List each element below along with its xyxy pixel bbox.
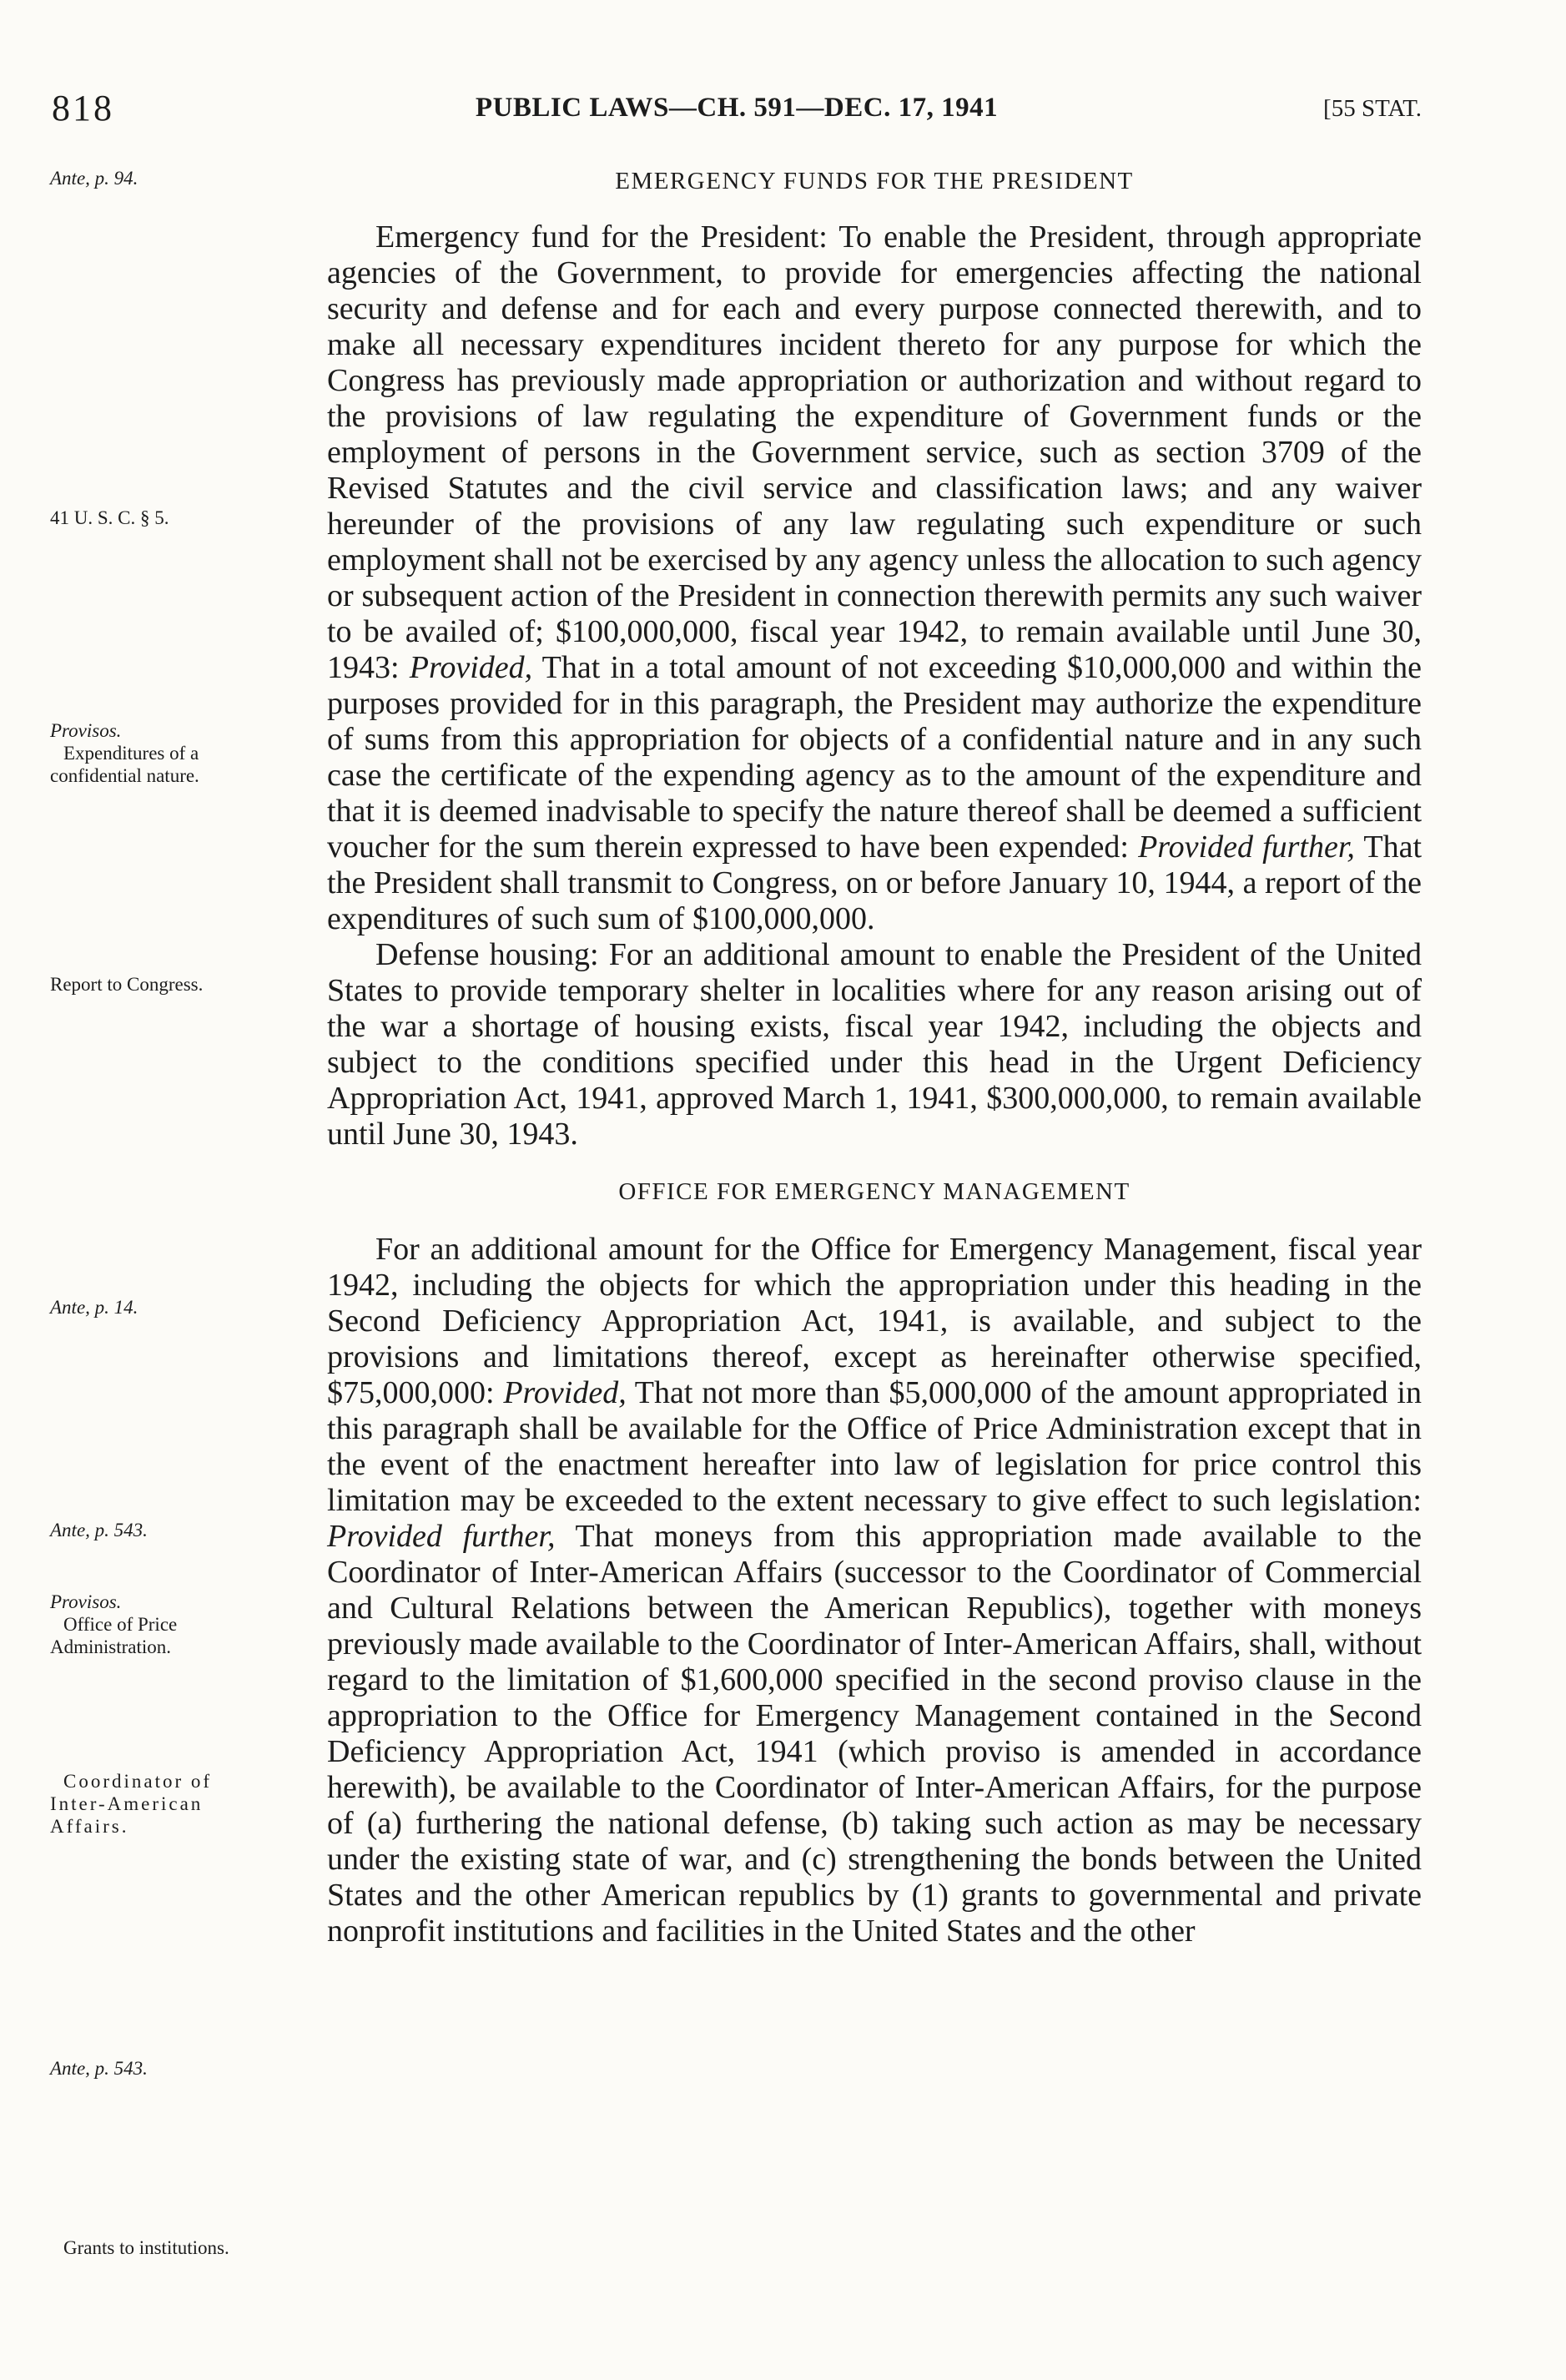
margin-note-report-to-congress: Report to Congress. xyxy=(50,974,204,995)
margin-note-provisos-opa-title: Provisos. xyxy=(50,1591,122,1612)
emergency-fund-text-3: That the President shall transmit to Congress, on or before January 10, 1944, a report of the expenditures of such sum of $100,000,000. xyxy=(327,829,1422,936)
paragraph-oem xyxy=(327,1232,1422,1949)
margin-note-ante-94: Ante, p. 94. xyxy=(50,168,138,189)
margin-note-provisos-body: Expenditures of a confidential nature. xyxy=(50,743,199,786)
emergency-fund-proviso-2: Provided further, xyxy=(1138,829,1355,865)
margin-note-ante-543-second: Ante, p. 543. xyxy=(50,2058,148,2079)
section-heading-oem: OFFICE FOR EMERGENCY MANAGEMENT xyxy=(618,1178,1130,1205)
emergency-fund-text-1: Emergency fund for the President: To enable the President, through appropriate agencies of the Government, to provide for emergencies affecting the national security and defense and for each and every purpose connected therewith, and to make all necessary expenditures incident thereto for any purpose for which the Congress has previously made appropriation or authorization and without regard to the provisions of law regulating the expenditure of Government funds or the employment of persons in the Government service, such as section 3709 of the Revised Statutes and the civil service and classification laws; and any waiver hereunder of the provisions of any law regulating such expenditure or such employment shall not be exercised by any agency unless the allocation to such agency or subsequent action of the President in connection therewith permits any such waiver to be availed of; $100,000,000, fiscal year 1942, to remain available until June 30, 1943: xyxy=(327,219,1422,685)
running-title: PUBLIC LAWS—CH. 591—DEC. 17, 1941 xyxy=(475,93,999,123)
margin-note-provisos-opa xyxy=(50,1591,260,1658)
oem-proviso-2: Provided further, xyxy=(327,1519,556,1554)
margin-note-ante-543-first: Ante, p. 543. xyxy=(50,1520,148,1540)
emergency-fund-text-2: That in a total amount of not exceeding $10,000,000 and within the purposes provided for in this paragraph, the President may authorize the expenditure of sums from this appropriation for objects of a confidential nature and in any such case the certificate of the expending agency as to the amount of the expenditure and that it is deemed inadvisable to specify the nature thereof shall be deemed a sufficient voucher for the sum therein expressed to have been expended: xyxy=(327,650,1422,865)
section-heading-emergency-funds: EMERGENCY FUNDS FOR THE PRESIDENT xyxy=(615,168,1134,194)
margin-note-coordinator: Coordinator of Inter-American Affairs. xyxy=(50,1771,213,1837)
statute-body xyxy=(327,164,1422,1949)
margin-note-grants: Grants to institutions. xyxy=(63,2237,229,2258)
emergency-fund-proviso-1: Provided, xyxy=(409,650,533,685)
page-number: 818 xyxy=(52,88,114,129)
margin-note-provisos-title: Provisos. xyxy=(50,720,122,741)
margin-note-provisos-opa-body: Office of Price Administration. xyxy=(50,1614,178,1657)
paragraph-defense-housing xyxy=(327,937,1422,1152)
margin-note-usc-ref: 41 U. S. C. § 5. xyxy=(50,507,169,528)
paragraph-emergency-fund xyxy=(327,219,1422,937)
oem-text-1: For an additional amount for the Office for Emergency Management, fiscal year 1942, including the objects for which the appropriation under this heading in the Second Deficiency Appropriation Act, 1941, is available, and subject to the provisions and limitations thereof, except as hereinafter otherwise specified, $75,000,000: xyxy=(327,1232,1422,1410)
margin-note-ante-14: Ante, p. 14. xyxy=(50,1297,138,1318)
defense-housing-text: Defense housing: For an additional amount to enable the President of the United States to provide temporary shelter in localities where for any reason arising out of the war a shortage of housing exists, fiscal year 1942, including the objects and subject to the conditions specified under this head in the Urgent Deficiency Appropriation Act, 1941, approved March 1, 1941, $300,000,000, to remain available until June 30, 1943. xyxy=(327,937,1422,1152)
page-header xyxy=(52,87,1422,137)
oem-proviso-1: Provided, xyxy=(503,1375,627,1410)
stat-citation: [55 STAT. xyxy=(1323,95,1422,122)
margin-note-provisos-confidential xyxy=(50,719,260,787)
oem-text-3: That moneys from this appropriation made available to the Coordinator of Inter-American Affairs (successor to the Coordinator of Commercial and Cultural Relations between the American Republics), together with moneys previously made available to the Coordinator of Inter-American Affairs, shall, without regard to the limitation of $1,600,000 specified in the second proviso clause in the appropriation to the Office for Emergency Management contained in the Second Deficiency Appropriation Act, 1941 (which proviso is amended in accordance herewith), be available to the Coordinator of Inter-American Affairs, for the purpose of (a) furthering the national defense, (b) taking such action as may be necessary under the existing state of war, and (c) strengthening the bonds between the United States and the other American republics by (1) grants to governmental and private nonprofit institutions and facilities in the United States and the other xyxy=(327,1519,1422,1949)
oem-text-2: That not more than $5,000,000 of the amount appropriated in this paragraph shall be available for the Office of Price Administration except that in the event of the enactment hereafter into law of legislation for price control this limitation may be exceeded to the extent necessary to give effect to such legislation: xyxy=(327,1375,1422,1518)
